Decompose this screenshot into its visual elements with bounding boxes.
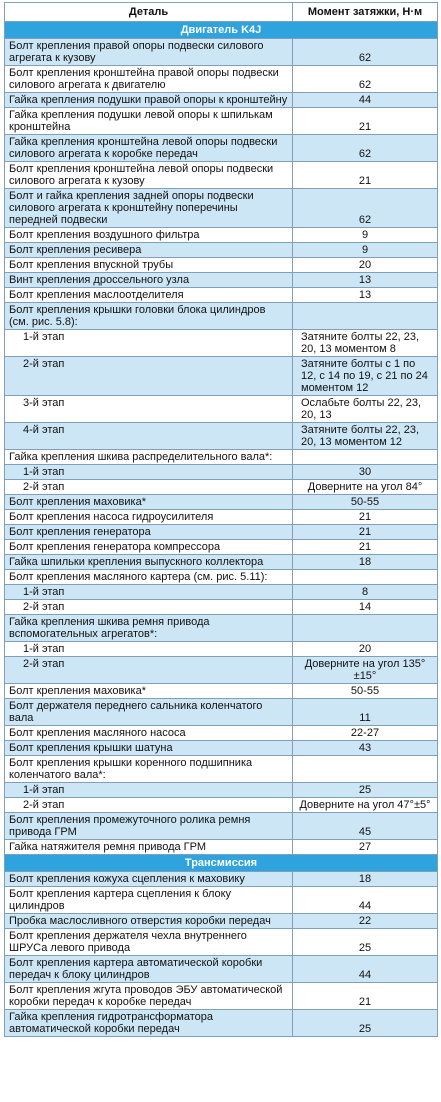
torque-value — [293, 570, 438, 585]
table-row — [5, 330, 438, 357]
table-row — [5, 243, 438, 258]
torque-value: Доверните на угол 47°±5° — [293, 798, 438, 813]
torque-value — [293, 756, 438, 783]
torque-value: 21 — [293, 540, 438, 555]
table-row — [5, 162, 438, 189]
part-name: Болт крепления маховика* — [5, 684, 293, 699]
torque-value: 44 — [293, 887, 438, 914]
table-row — [5, 741, 438, 756]
step-label: 2-й этап — [5, 600, 293, 615]
torque-value: 9 — [293, 228, 438, 243]
part-name: Болт крепления воздушного фильтра — [5, 228, 293, 243]
step-label: 1-й этап — [5, 642, 293, 657]
torque-value: 22-27 — [293, 726, 438, 741]
table-body — [5, 22, 438, 1037]
table-row — [5, 872, 438, 887]
part-name: Гайка шпильки крепления выпускного коллектора — [5, 555, 293, 570]
table-row — [5, 1010, 438, 1037]
table-row — [5, 396, 438, 423]
table-row — [5, 66, 438, 93]
part-name: Болт крепления крышки головки блока цилиндров (см. рис. 5.8): — [5, 303, 293, 330]
torque-value: 18 — [293, 555, 438, 570]
table-row — [5, 914, 438, 929]
table-row — [5, 540, 438, 555]
part-name: Гайка натяжителя ремня привода ГРМ — [5, 840, 293, 855]
section-header-row — [5, 22, 438, 39]
part-name: Болт крепления кронштейна левой опоры подвески силового агрегата к кузову — [5, 162, 293, 189]
torque-value: 9 — [293, 243, 438, 258]
table-row — [5, 450, 438, 465]
part-name: Болт крепления правой опоры подвески силового агрегата к кузову — [5, 39, 293, 66]
section-title: Трансмиссия — [5, 855, 438, 872]
part-name: Гайка крепления шкива распределительного вала*: — [5, 450, 293, 465]
torque-value: Затяните болты с 1 по 12, с 14 по 19, с 21 по 24 моментом 12 — [293, 357, 438, 396]
table-row — [5, 600, 438, 615]
header-torque: Момент затяжки, Н·м — [293, 3, 438, 22]
part-name: Болт крепления маслоотделителя — [5, 288, 293, 303]
table-row — [5, 555, 438, 570]
part-name: Болт крепления насоса гидроусилителя — [5, 510, 293, 525]
part-name: Болт крепления маховика* — [5, 495, 293, 510]
table-row — [5, 956, 438, 983]
torque-table — [4, 2, 438, 1037]
torque-value: 21 — [293, 510, 438, 525]
table-row — [5, 840, 438, 855]
part-name: Винт крепления дроссельного узла — [5, 273, 293, 288]
part-name: Болт крепления держателя чехла внутреннего ШРУСа левого привода — [5, 929, 293, 956]
step-label: 1-й этап — [5, 783, 293, 798]
part-name: Болт крепления картера сцепления к блоку цилиндров — [5, 887, 293, 914]
torque-value: 62 — [293, 189, 438, 228]
part-name: Болт крепления крышки коренного подшипника коленчатого вала*: — [5, 756, 293, 783]
torque-value: 11 — [293, 699, 438, 726]
torque-value: 62 — [293, 135, 438, 162]
torque-value: 21 — [293, 108, 438, 135]
part-name: Болт крепления кронштейна правой опоры подвески силового агрегата к двигателю — [5, 66, 293, 93]
table-row — [5, 684, 438, 699]
table-row — [5, 983, 438, 1010]
part-name: Болт крепления крышки шатуна — [5, 741, 293, 756]
table-row — [5, 756, 438, 783]
section-title: Двигатель K4J — [5, 22, 438, 39]
part-name: Болт крепления масляного картера (см. рис. 5.11): — [5, 570, 293, 585]
table-row — [5, 258, 438, 273]
torque-value: 50-55 — [293, 684, 438, 699]
table-row — [5, 699, 438, 726]
torque-value: Затяните болты 22, 23, 20, 13 моментом 12 — [293, 423, 438, 450]
step-label: 2-й этап — [5, 657, 293, 684]
torque-value: 25 — [293, 783, 438, 798]
part-name: Гайка крепления шкива ремня привода вспомогательных агрегатов*: — [5, 615, 293, 642]
part-name: Болт крепления картера автоматической коробки передач к блоку цилиндров — [5, 956, 293, 983]
part-name: Болт и гайка крепления задней опоры подвески силового агрегата к кронштейну поперечины передней подвески — [5, 189, 293, 228]
torque-value: 13 — [293, 273, 438, 288]
part-name: Болт крепления ресивера — [5, 243, 293, 258]
step-label: 2-й этап — [5, 357, 293, 396]
part-name: Болт крепления впускной трубы — [5, 258, 293, 273]
table-row — [5, 480, 438, 495]
torque-value: 21 — [293, 983, 438, 1010]
torque-value: 14 — [293, 600, 438, 615]
part-name: Пробка маслосливного отверстия коробки передач — [5, 914, 293, 929]
step-label: 4-й этап — [5, 423, 293, 450]
torque-value: 44 — [293, 956, 438, 983]
table-row — [5, 783, 438, 798]
torque-value: 13 — [293, 288, 438, 303]
step-label: 1-й этап — [5, 330, 293, 357]
table-row — [5, 929, 438, 956]
step-label: 2-й этап — [5, 480, 293, 495]
part-name: Болт крепления масляного насоса — [5, 726, 293, 741]
torque-value — [293, 303, 438, 330]
torque-value: 25 — [293, 1010, 438, 1037]
table-row — [5, 357, 438, 396]
torque-value: Доверните на угол 135°±15° — [293, 657, 438, 684]
torque-value: Ослабьте болты 22, 23, 20, 13 — [293, 396, 438, 423]
torque-value: 27 — [293, 840, 438, 855]
table-row — [5, 288, 438, 303]
table-row — [5, 726, 438, 741]
part-name: Болт держателя переднего сальника коленчатого вала — [5, 699, 293, 726]
table-row — [5, 585, 438, 600]
table-row — [5, 228, 438, 243]
section-header-row — [5, 855, 438, 872]
torque-value — [293, 615, 438, 642]
table-row — [5, 510, 438, 525]
table-row — [5, 570, 438, 585]
table-row — [5, 495, 438, 510]
part-name: Болт крепления жгута проводов ЭБУ автоматической коробки передач к коробке передач — [5, 983, 293, 1010]
table-row — [5, 135, 438, 162]
table-row — [5, 273, 438, 288]
torque-value: 20 — [293, 258, 438, 273]
part-name: Гайка крепления подушки правой опоры к кронштейну — [5, 93, 293, 108]
torque-value: 20 — [293, 642, 438, 657]
table-row — [5, 657, 438, 684]
torque-value: Доверните на угол 84° — [293, 480, 438, 495]
torque-value: 44 — [293, 93, 438, 108]
part-name: Гайка крепления подушки левой опоры к шпилькам кронштейна — [5, 108, 293, 135]
table-header-row — [5, 3, 438, 22]
torque-value: 45 — [293, 813, 438, 840]
torque-value: 18 — [293, 872, 438, 887]
torque-value: Затяните болты 22, 23, 20, 13 моментом 8 — [293, 330, 438, 357]
table-row — [5, 525, 438, 540]
torque-value: 62 — [293, 66, 438, 93]
part-name: Болт крепления кожуха сцепления к маховику — [5, 872, 293, 887]
torque-value: 22 — [293, 914, 438, 929]
torque-value: 21 — [293, 162, 438, 189]
step-label: 1-й этап — [5, 465, 293, 480]
header-part: Деталь — [5, 3, 293, 22]
table-row — [5, 642, 438, 657]
step-label: 2-й этап — [5, 798, 293, 813]
table-row — [5, 189, 438, 228]
torque-value — [293, 450, 438, 465]
table-row — [5, 39, 438, 66]
part-name: Болт крепления генератора — [5, 525, 293, 540]
part-name: Гайка крепления гидротрансформатора автоматической коробки передач — [5, 1010, 293, 1037]
torque-value: 43 — [293, 741, 438, 756]
torque-value: 30 — [293, 465, 438, 480]
step-label: 1-й этап — [5, 585, 293, 600]
table-row — [5, 423, 438, 450]
table-row — [5, 615, 438, 642]
torque-value: 50-55 — [293, 495, 438, 510]
torque-value: 62 — [293, 39, 438, 66]
table-row — [5, 303, 438, 330]
table-row — [5, 887, 438, 914]
table-row — [5, 93, 438, 108]
torque-value: 21 — [293, 525, 438, 540]
step-label: 3-й этап — [5, 396, 293, 423]
torque-value: 25 — [293, 929, 438, 956]
torque-table-sheet — [4, 2, 437, 1037]
part-name: Болт крепления промежуточного ролика ремня привода ГРМ — [5, 813, 293, 840]
table-row — [5, 813, 438, 840]
part-name: Болт крепления генератора компрессора — [5, 540, 293, 555]
table-row — [5, 108, 438, 135]
table-row — [5, 798, 438, 813]
part-name: Гайка крепления кронштейна левой опоры подвески силового агрегата к коробке передач — [5, 135, 293, 162]
torque-value: 8 — [293, 585, 438, 600]
table-row — [5, 465, 438, 480]
